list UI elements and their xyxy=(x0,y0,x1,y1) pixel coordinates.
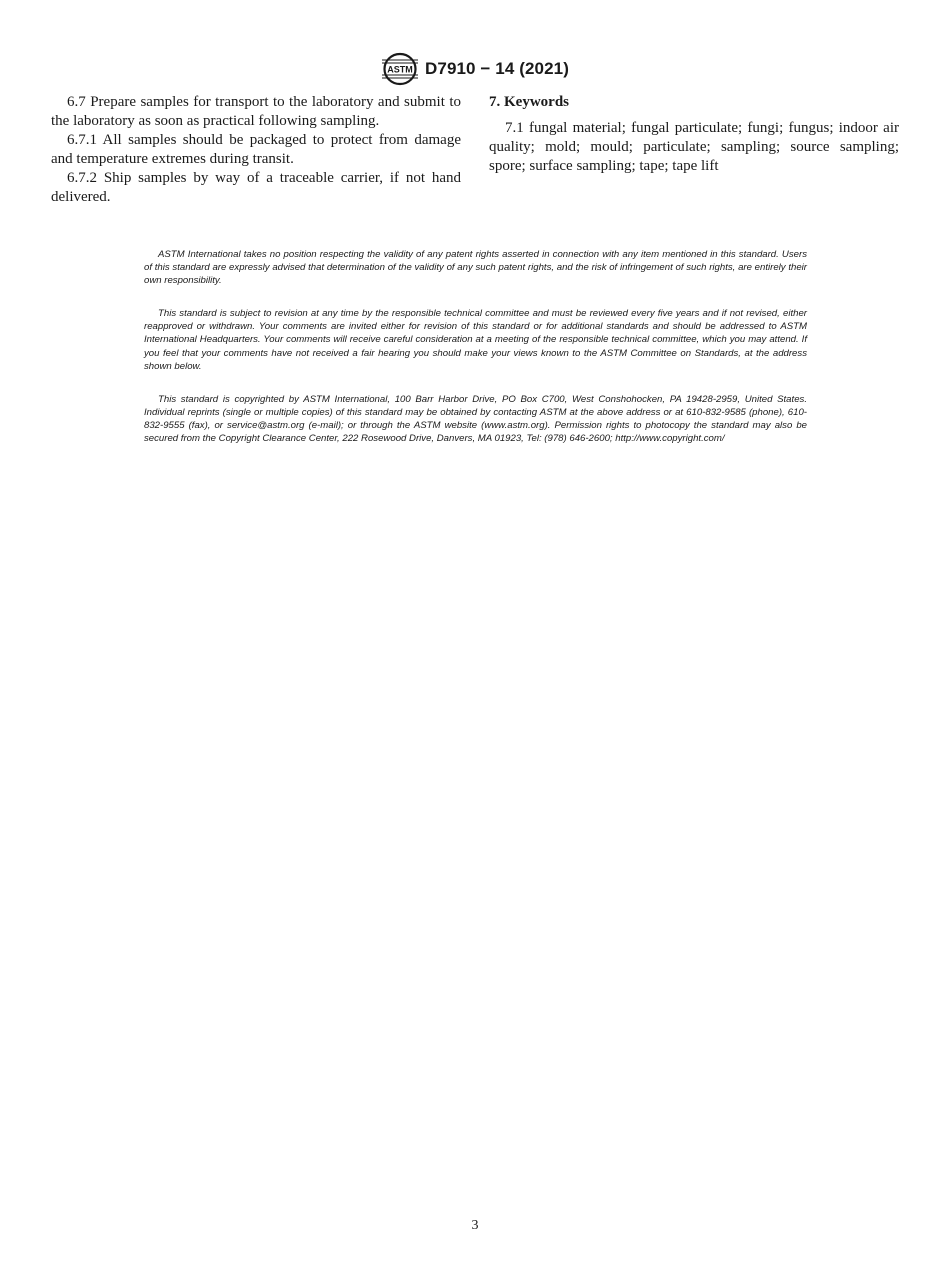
document-designation: D7910 − 14 (2021) xyxy=(425,59,569,78)
section-heading-keywords: 7. Keywords xyxy=(489,94,569,110)
paragraph-6-7-2: 6.7.2 Ship samples by way of a traceable carrier, if not hand delivered. xyxy=(51,170,461,205)
paragraph-6-7: 6.7 Prepare samples for transport to the laboratory and submit to the laboratory as soon as practical following sampling. xyxy=(51,94,461,129)
svg-text:ASTM: ASTM xyxy=(387,64,413,75)
right-column xyxy=(489,93,899,176)
paragraph-7-1: 7.1 fungal material; fungal particulate; fungi; fungus; indoor air quality; mold; mould; particulate; sampling; source sampling; spore; surface sampling; tape; tape lift xyxy=(489,120,899,174)
patent-notice: ASTM International takes no position respecting the validity of any patent rights asserted in connection with any item mentioned in this standard. Users of this standard are expressly advised that determination of the validity of any such patent rights, and the risk of infringement of such rights, are entirely their own responsibility. xyxy=(144,249,807,287)
page-header xyxy=(0,51,950,87)
page-number: 3 xyxy=(471,1218,479,1233)
revision-notice: This standard is subject to revision at any time by the responsible technical committee and must be reviewed every five years and if not revised, either reapproved or withdrawn. Your comments are invited either for revision of this standard or for additional standards and should be addressed to ASTM International Headquarters. Your comments will receive careful consideration at a meeting of the responsible technical committee, which you may attend. If you feel that your comments have not received a fair hearing you should make your views known to the ASTM Committee on Standards, at the address shown below. xyxy=(144,308,807,372)
astm-logo-icon xyxy=(381,52,419,86)
left-column xyxy=(51,93,461,207)
legal-notices xyxy=(144,248,807,465)
paragraph-6-7-1: 6.7.1 All samples should be packaged to protect from damage and temperature extremes during transit. xyxy=(51,132,461,167)
copyright-notice: This standard is copyrighted by ASTM International, 100 Barr Harbor Drive, PO Box C700, West Conshohocken, PA 19428-2959, United States. Individual reprints (single or multiple copies) of this standard may be obtained by contacting ASTM at the above address or at 610-832-9585 (phone), 610-832-9555 (fax), or service@astm.org (e-mail); or through the ASTM website (www.astm.org). Permission rights to photocopy the standard may also be secured from the Copyright Clearance Center, 222 Rosewood Drive, Danvers, MA 01923, Tel: (978) 646-2600; http://www.copyright.com/ xyxy=(144,393,807,445)
